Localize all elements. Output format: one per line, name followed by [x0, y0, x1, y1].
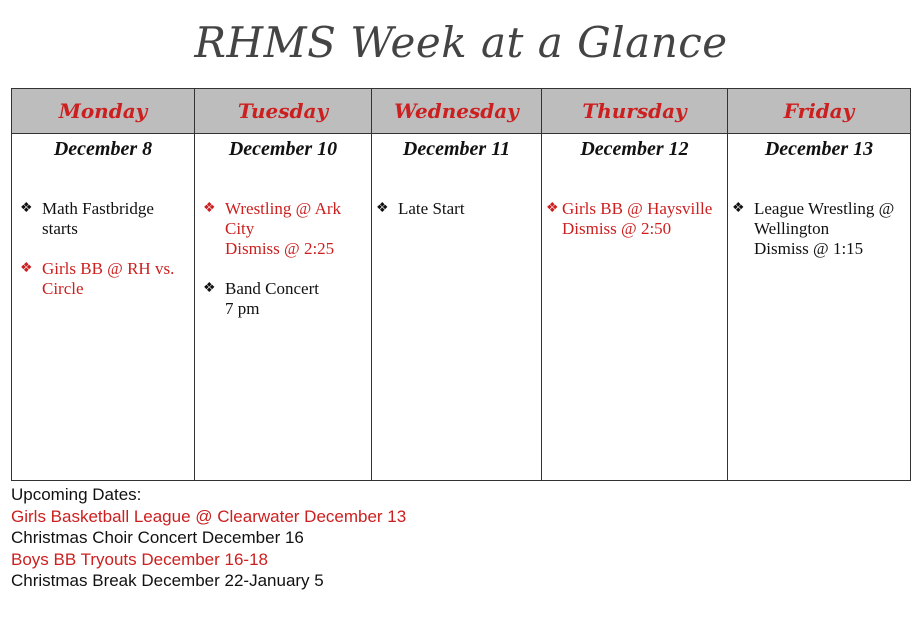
event-line: Dismiss @ 2:50	[562, 219, 672, 238]
week-table	[11, 88, 911, 481]
event-line: 7 pm	[225, 299, 260, 318]
event-item	[20, 259, 190, 299]
day-date: December 10	[228, 138, 338, 160]
day-date: December 8	[53, 138, 153, 160]
day-date: December 13	[764, 138, 874, 160]
day-cell-tuesday	[195, 134, 372, 481]
diamond-bullet-icon: ❖	[376, 201, 389, 216]
event-item	[20, 199, 190, 239]
diamond-bullet-icon: ❖	[203, 201, 216, 216]
upcoming-heading: Upcoming Dates:	[11, 485, 142, 504]
day-cell-monday	[12, 134, 195, 481]
diamond-bullet-icon: ❖	[20, 201, 33, 216]
day-header-tuesday: Tuesday	[195, 89, 372, 134]
diamond-bullet-icon: ❖	[732, 201, 745, 216]
event-item	[546, 199, 723, 239]
day-header-monday: Monday	[12, 89, 195, 134]
day-header-thursday: Thursday	[542, 89, 728, 134]
event-item	[203, 199, 367, 259]
upcoming-item: Christmas Choir Concert December 16	[11, 528, 304, 547]
day-date: December 12	[580, 138, 689, 160]
day-header-wednesday: Wednesday	[372, 89, 542, 134]
event-line: Math Fastbridge	[42, 199, 154, 218]
event-line: starts	[42, 219, 78, 238]
upcoming-item: Boys BB Tryouts December 16-18	[11, 549, 269, 569]
day-cell-friday	[728, 134, 911, 481]
event-line: City	[225, 219, 255, 238]
event-line: Circle	[42, 279, 84, 298]
day-cell-thursday	[542, 134, 728, 481]
event-line: Girls BB @ Haysville	[562, 199, 713, 218]
day-header-friday: Friday	[728, 89, 911, 134]
event-line: Girls BB @ RH vs.	[42, 259, 175, 278]
page-title: RHMS Week at a Glance	[194, 18, 728, 67]
event-line: Late Start	[398, 199, 465, 218]
event-line: Dismiss @ 2:25	[225, 239, 335, 258]
upcoming-dates	[11, 484, 406, 592]
event-item	[732, 199, 906, 259]
upcoming-item: Girls Basketball League @ Clearwater December 13	[11, 506, 407, 526]
upcoming-item: Christmas Break December 22-January 5	[11, 571, 324, 590]
diamond-bullet-icon: ❖	[546, 201, 559, 216]
event-line: Wrestling @ Ark	[225, 199, 342, 218]
diamond-bullet-icon: ❖	[203, 281, 216, 296]
event-line: Dismiss @ 1:15	[754, 239, 864, 258]
event-item	[203, 279, 367, 319]
diamond-bullet-icon: ❖	[20, 261, 33, 276]
day-cell-wednesday	[372, 134, 542, 481]
event-line: Wellington	[754, 219, 830, 238]
day-date: December 11	[402, 138, 511, 160]
event-line: Band Concert	[225, 279, 319, 298]
event-item	[376, 199, 537, 219]
event-line: League Wrestling @	[754, 199, 895, 218]
